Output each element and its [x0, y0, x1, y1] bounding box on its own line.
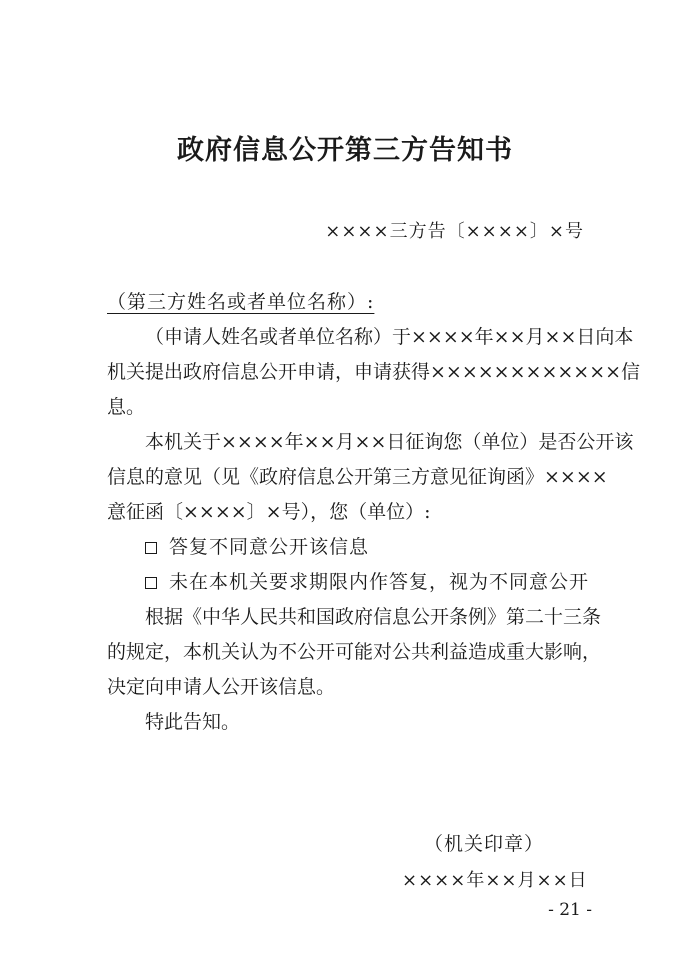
paragraph-3-line-1: 根据《中华人民共和国政府信息公开条例》第二十三条 — [145, 606, 602, 628]
page-number: - 21 - — [548, 900, 592, 920]
paragraph-3-line-2: 的规定，本机关认为不公开可能对公共利益造成重大影响， — [107, 641, 602, 663]
paragraph-2-line-2: 信息的意见（见《政府信息公开第三方意见征询函》×××× — [107, 466, 608, 488]
checkbox-no-reply[interactable] — [145, 577, 157, 589]
checkbox-disagree[interactable] — [145, 542, 157, 554]
agency-seal-label: （机关印章） — [424, 833, 545, 855]
salutation: （第三方姓名或者单位名称）: — [107, 291, 375, 313]
document-number: ××××三方告〔××××〕×号 — [325, 221, 584, 242]
option-no-reply — [107, 565, 590, 600]
document-title: 政府信息公开第三方告知书 — [177, 135, 513, 166]
document-body — [107, 285, 641, 740]
paragraph-1-line-2: 机关提出政府信息公开申请，申请获得××××××××××××信 — [107, 361, 641, 383]
signature-date: ××××年××月××日 — [402, 870, 588, 891]
paragraph-1-line-1: （申请人姓名或者单位名称）于××××年××月××日向本 — [145, 326, 634, 348]
paragraph-2-line-3: 意征函〔××××〕×号），您（单位）: — [107, 501, 431, 523]
closing-text: 特此告知。 — [145, 711, 241, 733]
paragraph-1-line-3: 息。 — [107, 396, 146, 418]
option-no-reply-label: 未在本机关要求期限内作答复，视为不同意公开 — [169, 571, 590, 593]
option-disagree — [107, 530, 585, 565]
option-disagree-label: 答复不同意公开该信息 — [169, 536, 370, 558]
paragraph-2-line-1: 本机关于××××年××月××日征询您（单位）是否公开该 — [145, 431, 634, 453]
paragraph-3-line-3: 决定向申请人公开该信息。 — [107, 676, 336, 698]
